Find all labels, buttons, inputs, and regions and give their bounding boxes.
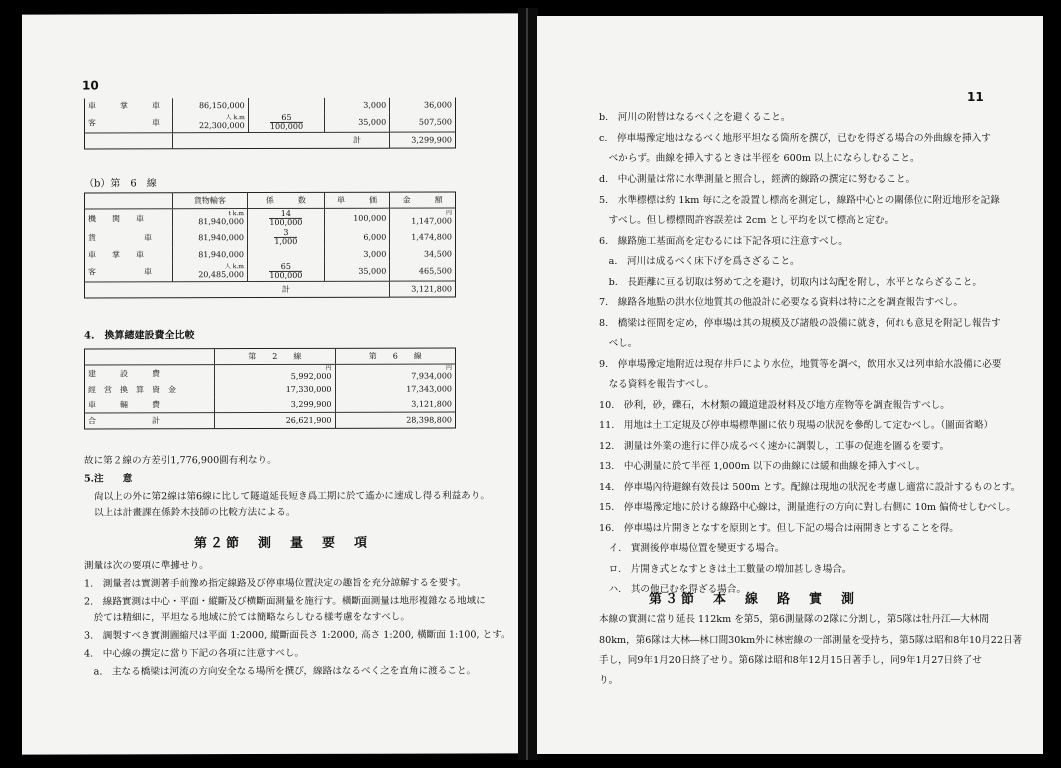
survey-item: 4. 中心線の撰定に當り下記の各項に注意すべし。	[84, 647, 305, 660]
survey-item: b. 長距離に亘る切取は努めて之を避け，切取内は勾配を附し，水平とならざること。	[599, 277, 982, 288]
survey-item: ロ. 片開き式となすときは土工數量の増加甚しき場合。	[599, 564, 852, 575]
page-number: 11	[967, 90, 984, 104]
mainline-text: り。	[599, 675, 619, 686]
book-spine	[518, 8, 538, 760]
survey-item: べからず。曲線を挿入するときは半徑を 600m 以上にならしむること。	[599, 153, 920, 164]
conclusion-text: 故に第２線の方差引1,776,900圓有利なり。	[84, 454, 277, 467]
section-heading-comparison: 4. 換算總建設費全比較	[84, 330, 195, 342]
table-row: 車 輛 費 3,299,900 3,121,800	[85, 397, 456, 413]
table-row-total: 計 3,121,800	[85, 281, 456, 298]
table-row: 建 設 費 円 5,992,000 円 7,934,000	[85, 364, 456, 382]
survey-item: 於ては精細に，平坦なる地域に於ては簡略ならしむる樣考慮をなすべし。	[84, 611, 410, 624]
survey-item: 5. 水準標標は約 1km 毎に之を設置し標高を測定し，線路中心との關係位に附近地形を記錄	[599, 195, 1000, 206]
survey-item: 14. 停車場內待避線有效長は 500m とす。配線は現地の狀況を考慮し適當に設計するものとす。	[599, 482, 1021, 493]
subsection-heading-line6: （b）第 6 線	[84, 178, 157, 190]
survey-item: 16. 停車場は片開きとなすを原則とす。但し下記の場合は兩開きとすることを得。	[599, 523, 959, 534]
survey-item: 12. 測量は外業の進行に伴ひ成るべく速かに調製し，工事の促進を圖るを要す。	[599, 441, 950, 452]
survey-item: 2. 線路實測は中心・平面・縱斷及び横斷面測量を施行す。橫斷面測量は地形複雜なる地域に	[84, 595, 486, 608]
table-row: 機 関 車 t k.m 81,940,000 $\frac{14}{100,000}$ 100,000 円 1,147,000	[85, 208, 456, 228]
page-number: 10	[82, 78, 99, 93]
survey-item: 15. 停車場豫定地に於ける線路中心線は，測量進行の方向に對し右側に 10m 偏倚せしむべし。	[599, 502, 1016, 513]
table-row-total: 計 3,299,900	[85, 132, 456, 149]
note-line: 尙以上の外に第2線は第6線に比して隧道延長短き爲工期に於て遙かに速成し得る利益あり。	[94, 490, 490, 503]
table-row-total: 合 計 26,621,900 28,398,800	[85, 412, 456, 429]
survey-item: b. 河川の附替はなるべく之を避くること。	[599, 112, 791, 123]
note-heading: 5.注 意	[84, 473, 133, 485]
section-intro: 測量は次の要項に準據せり。	[84, 560, 209, 572]
survey-item: 11. 用地は土工定規及び停車場標準圖に依り現場の狀況を參酌して定むべし。（圖面省略）	[599, 420, 994, 431]
table-row: 車 掌 車 86,150,000 3,000 36,000	[85, 98, 456, 114]
survey-item: 9. 停車場豫定地附近は現存井戶により水位，地質等を調べ，飲用水又は列車給水設備に必要	[599, 359, 1002, 370]
right-page	[537, 16, 1043, 754]
table-row: 經 営 換 算 資 金 17,330,000 17,343,000	[85, 382, 456, 398]
survey-item: なる資料を報告すべし。	[599, 379, 714, 390]
table-header-row: 貨物輸客 係 数 単 価 金 額	[85, 192, 456, 209]
survey-item: 10. 砂利，砂，礫石，木材類の鐵道建設材料及び地方産物等を調査報告すべし。	[599, 400, 950, 411]
left-page	[22, 13, 518, 754]
rolling-stock-table-line2	[84, 98, 456, 150]
survey-item: すべし。但し標標間許容誤差は 2cm とし平均を以て標高と定む。	[599, 215, 895, 226]
section-heading-survey: 第２節 測 量 要 項	[194, 535, 371, 552]
survey-item: 3. 調製すべき實測圖縮尺は平面 1:2000, 縱斷面長さ 1:2000, 高さ 1:200, 橫斷面 1:100, とす。	[84, 629, 511, 642]
survey-item: 6. 線路施工基面高を定むるには下記各項に注意すべし。	[599, 236, 848, 247]
survey-item: 8. 橋梁は徑間を定め，停車場は其の規模及び諸般の設備に就き，何れも意見を附記し報告す	[599, 318, 1001, 329]
survey-item: 7. 線路各地點の洪水位地質其の他設計に必要なる資料は特に之を調査報告すべし。	[599, 297, 963, 308]
survey-item: イ. 實測後停車場位置を變更する場合。	[599, 543, 785, 554]
table-row: 貨 車 81,940,000 $\frac{3}{1,000}$ 6,000 1,474,800	[85, 228, 456, 248]
survey-item: c. 停車場豫定地はなるべく地形平坦なる箇所を撰び，已むを得ざる場合の外曲線を挿入す	[599, 133, 991, 144]
table-row: 客 車 人 k.m 20,485,000 $\frac{65}{100,000}$ 35,000 465,500	[85, 262, 456, 282]
note-line: 以上は計畫課在係鈴木技師の比較方法による。	[94, 506, 296, 519]
table-row: 客 車 人 k.m 22,300,000 $\frac{65}{100,000}$ 35,000 507,500	[85, 113, 456, 133]
survey-item: d. 中心測量は常に水準測量と照合し，經濟的線路の撰定に努むること。	[599, 174, 916, 185]
comparison-table	[84, 348, 456, 430]
survey-item: べし。	[599, 338, 638, 349]
survey-item: 1. 測量者は實測著手前豫め指定線路及び停車場位置決定の趣旨を充分諒解するを要す。	[84, 577, 467, 590]
survey-item: a. 主なる橋梁は河流の方向安全なる場所を撰び，線路はなるべく之を直角に渡ること。	[84, 665, 477, 678]
survey-item: ハ. 其の他已むを得ざる場合。	[599, 584, 746, 595]
mainline-text: 80km，第6隊は大林―林口間30km外に林密線の一部測量を受持ち，第5隊は昭和8年10月22日著	[599, 635, 1023, 646]
table-header-row: 第 2 線 第 6 線	[85, 348, 456, 365]
survey-item: a. 河川は成るべく床下げを爲さざること。	[599, 256, 800, 267]
table-row: 車 掌 車 81,940,000 3,000 34,500	[85, 247, 456, 263]
section-heading-mainline: 第３節 本 線 路 實 測	[649, 592, 858, 607]
mainline-text: 手し，同9年1月20日終了せり。第6隊は昭和8年12月15日著手し，同9年1月27日終了せ	[599, 655, 982, 666]
mainline-text: 本線の實測に當り延長 112km を第5，第6測量隊の2隊に分割し，第5隊は牡丹江―大林間	[599, 614, 989, 625]
survey-item: 13. 中心測量に於て半徑 1,000m 以下の曲線には緩和曲線を挿入すべし。	[599, 461, 926, 472]
rolling-stock-table-line6	[84, 192, 456, 299]
